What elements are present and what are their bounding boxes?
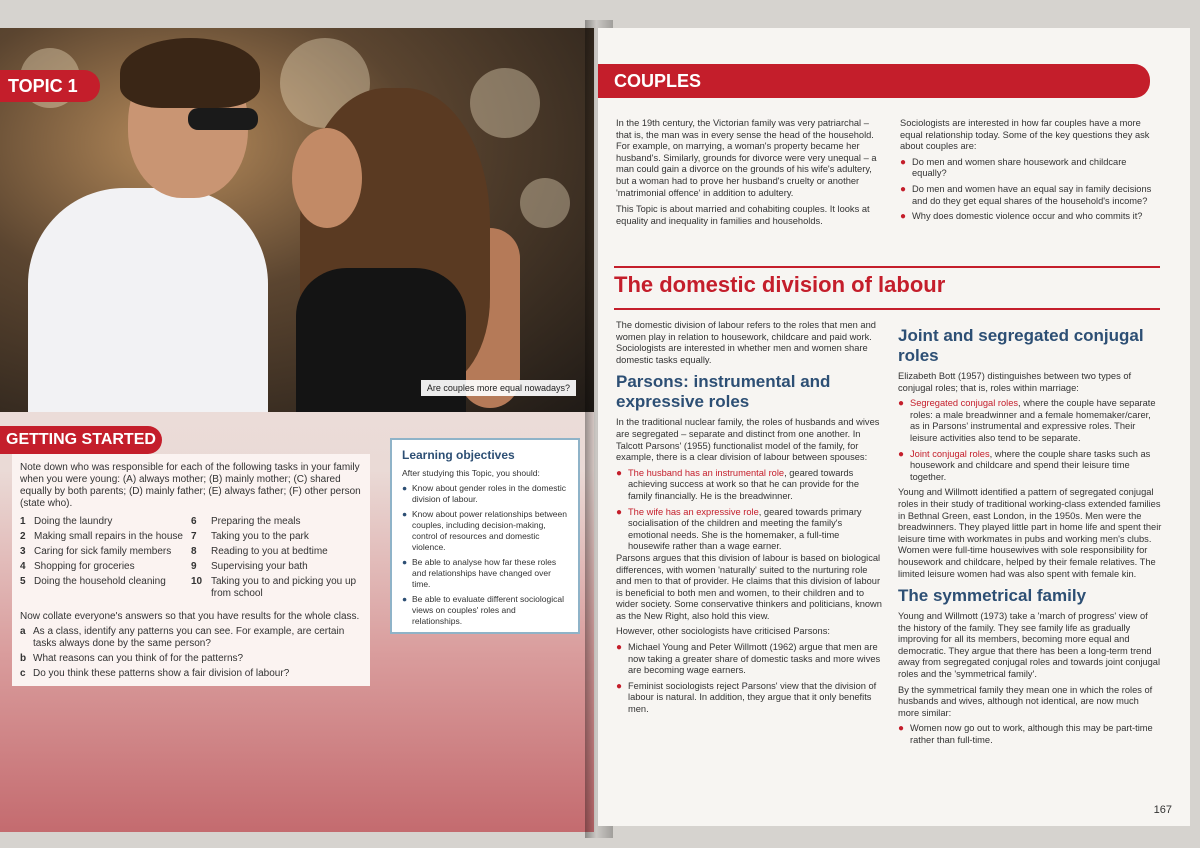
getting-started-box (12, 454, 370, 686)
getting-started-title: GETTING STARTED (0, 426, 162, 454)
divider (614, 266, 1160, 268)
intro-left-column (616, 118, 884, 232)
task-item: 2 Making small repairs in the house (20, 531, 183, 542)
intro-paragraph: This Topic is about married and cohabiting couples. It looks at equality and inequality in families and households. (616, 204, 870, 226)
list-item: ● Women now go out to work, although this may be part-time rather than full-time. (898, 723, 1153, 746)
task-item: 4 Shopping for groceries (20, 561, 135, 572)
list-item: ● The husband has an instrumental role, geared towards achieving success at work so that he can provide for the family financially. He is the breadwinner. (616, 467, 859, 501)
objective-item: ● Be able to evaluate different sociological views on couples' roles and relationships. (402, 594, 564, 626)
divider (614, 308, 1160, 310)
learning-objectives-title: Learning objectives (402, 448, 515, 462)
body-paragraph: Young and Willmott identified a pattern of segregated conjugal roles in their study of traditional working-class extended families in Bethnal Green, east London, in the 1950s. Men were the breadwinners. They played little part in home life and spent their leisure time with workmates in pubs and working men's clubs. Women were full-time housewives with sole responsibility for housework and childcare, helped by their female relatives. The limited leisure women had was also spent with female kin. (898, 487, 1162, 579)
intro-paragraph: In the 19th century, the Victorian family was very patriarchal – that is, the man was in every sense the head of the household. For example, on marrying, a woman's property became her husband's. Similarly, grounds for divorce were very unequal – a man could gain a divorce on the grounds of his wife's adultery, but a woman had to prove her husband's cruelty or another 'matrimonial offence' in addition to adultery. (616, 118, 877, 198)
key-question: ● Do men and women have an equal say in family decisions and do they get equal shares of the household's income? (900, 183, 1152, 206)
right-page (598, 28, 1190, 826)
body-paragraph: Elizabeth Bott (1957) distinguishes between two types of conjugal roles; that is, roles within marriage: (898, 371, 1132, 393)
task-item: 6 Preparing the meals (191, 516, 301, 527)
objective-item: ● Know about power relationships between couples, including decision-making, control of resources and domestic violence. (402, 509, 567, 552)
topic-label: TOPIC 1 (0, 70, 100, 102)
page-number: 167 (1153, 804, 1172, 816)
main-heading: The domestic division of labour (614, 272, 946, 297)
learning-objectives-box (390, 438, 580, 634)
objective-item: ● Know about gender roles in the domestic division of labour. (402, 483, 567, 504)
photo-caption: Are couples more equal nowadays? (421, 380, 576, 396)
question-item: b What reasons can you think of for the patterns? (20, 653, 244, 664)
body-left-column (616, 320, 882, 716)
intro-paragraph: Sociologists are interested in how far couples have a more equal relationship today. Some of the key questions they ask about couples are: (900, 118, 1150, 152)
section-title: COUPLES (598, 64, 1150, 98)
body-right-column (898, 320, 1162, 747)
joint-heading: Joint and segregated conjugal roles (898, 326, 1144, 365)
task-list (20, 516, 362, 603)
key-question: ● Do men and women share housework and childcare equally? (900, 156, 1127, 179)
body-paragraph: The domestic division of labour refers to the roles that men and women play in relation to housework, childcare and paid work. Sociologists are interested in whether men and women share domestic tasks equally. (616, 320, 876, 365)
task-item: 9 Supervising your bath (191, 561, 308, 572)
left-page (0, 28, 594, 832)
task-item: 1 Doing the laundry (20, 516, 113, 527)
task-item: 5 Doing the household cleaning (20, 576, 166, 587)
list-item: ● Joint conjugal roles, where the couple share tasks such as housework and childcare and spend their leisure time together. (898, 448, 1151, 482)
body-paragraph: By the symmetrical family they mean one in which the roles of husbands and wives, although not identical, are now much more similar: (898, 684, 1153, 718)
getting-started-intro: Note down who was responsible for each of the following tasks in your family when you were young: (A) always mother; (B) mainly mother; (C) shared equally by both parents; (D) mainly father; (E) always father; (F) other person (state who). (20, 462, 361, 509)
body-paragraph: Parsons argues that this division of labour is based on biological differences, with women 'naturally' suited to the nurturing role and men to that of provider. He claims that this division of labour is beneficial to both men and women, to their children and to wider society. Some conservative thinkers and politicians, known as the New Right, also hold this view. (616, 552, 882, 621)
body-paragraph: In the traditional nuclear family, the roles of husbands and wives are segregated – separate and distinct from one another. In Talcott Parsons' (1955) functionalist model of the family, for example, there is a clear division of labour between spouses: (616, 417, 880, 463)
key-question: ● Why does domestic violence occur and who commits it? (900, 211, 1143, 223)
body-paragraph: Young and Willmott (1973) take a 'march of progress' view of the history of the family. They see family life as gradually improving for all its members, becoming more equal and democratic. They argue that there has been a long-term trend away from segregated conjugal roles and towards joint conjugal roles and the 'symmetrical family'. (898, 611, 1161, 680)
task-item: 10 Taking you to and picking you up from school (191, 576, 357, 599)
learning-objectives-intro: After studying this Topic, you should: (402, 468, 540, 478)
list-item: ● Michael Young and Peter Willmott (1962) argue that men are now taking a greater share of domestic tasks and more wives are becoming wage earners. (616, 642, 881, 676)
body-paragraph: However, other sociologists have criticised Parsons: (616, 626, 830, 637)
list-item: ● Feminist sociologists reject Parsons' view that the division of labour is natural. In addition, they argue that it only benefits men. (616, 680, 877, 715)
objective-item: ● Be able to analyse how far these roles and relationships have changed over time. (402, 557, 557, 589)
task-item: 7 Taking you to the park (191, 531, 309, 542)
task-item: 3 Caring for sick family members (20, 546, 172, 557)
list-item: ● The wife has an expressive role, geared towards primary socialisation of the children and meeting the family's emotional needs. She is the homemaker, a full-time housewife rather than a wage earner. (616, 506, 862, 552)
symmetrical-heading: The symmetrical family (898, 586, 1087, 606)
task-item: 8 Reading to you at bedtime (191, 546, 328, 557)
list-item: ● Segregated conjugal roles, where the couple have separate roles: a male breadwinner and a female homemaker/carer, as in Parsons' instrumental and expressive roles. Their leisure activities also tend to be separate. (898, 398, 1156, 443)
question-item: a As a class, identify any patterns you can see. For example, are certain tasks always done by the same person? (20, 626, 345, 649)
parsons-heading: Parsons: instrumental and expressive roles (616, 372, 831, 412)
collate-instruction: Now collate everyone's answers so that you have results for the whole class. (20, 611, 360, 622)
question-item: c Do you think these patterns show a fair division of labour? (20, 668, 290, 679)
intro-right-column (900, 118, 1162, 223)
